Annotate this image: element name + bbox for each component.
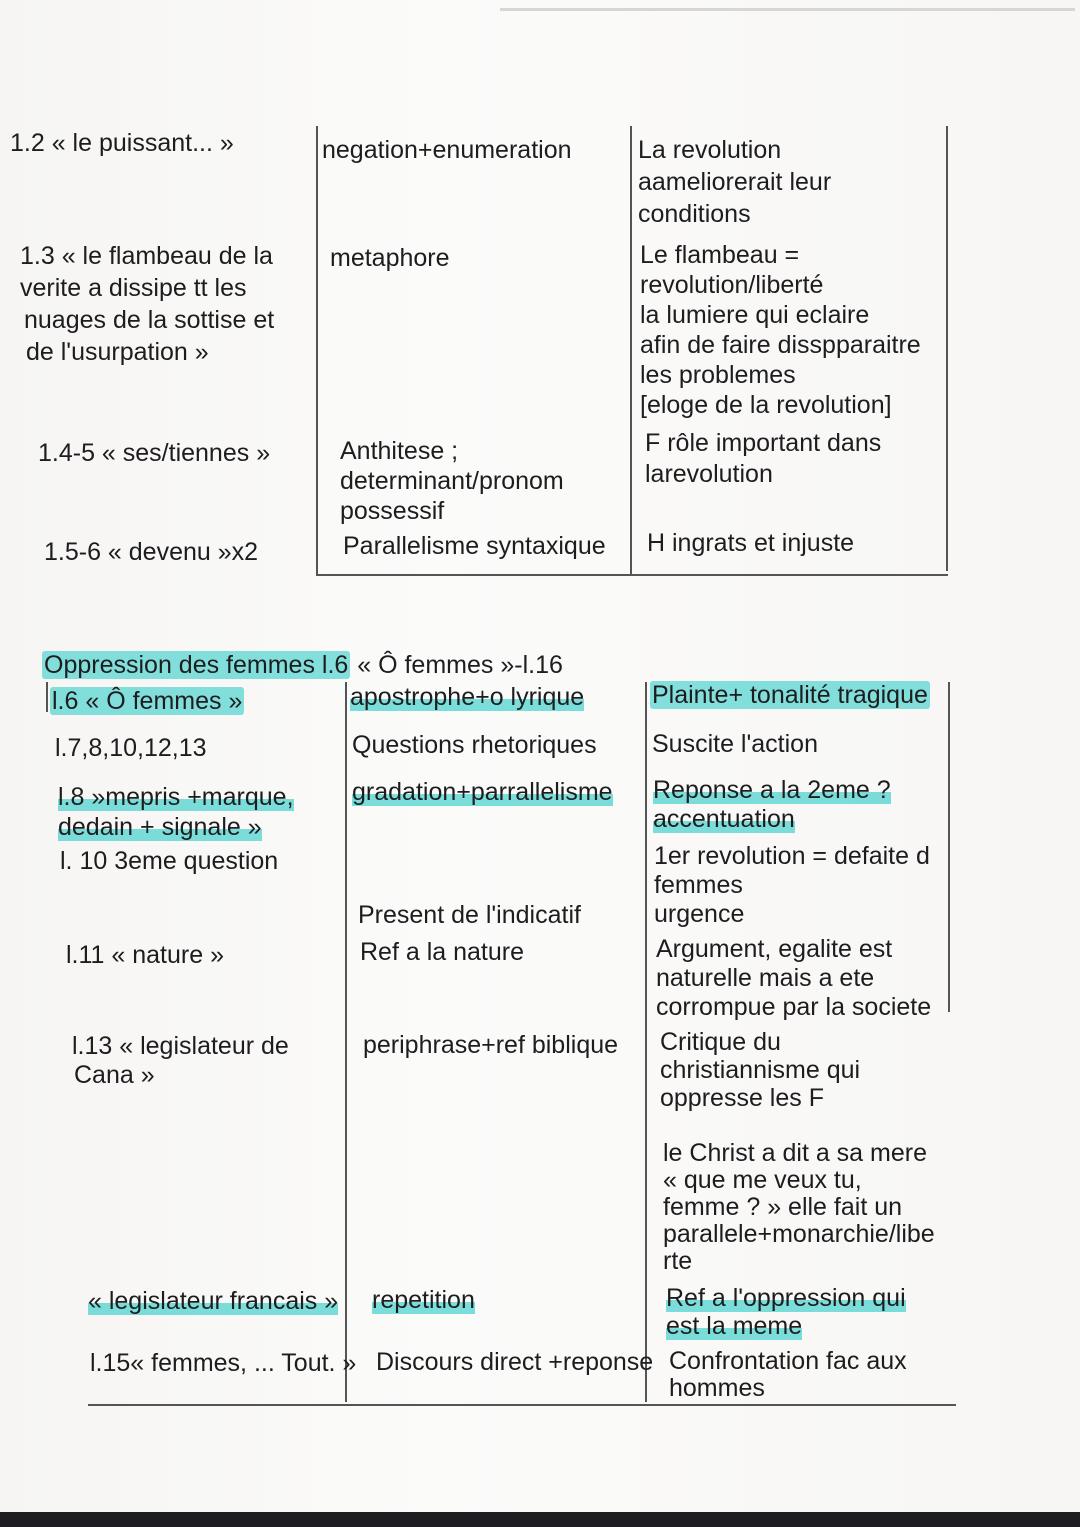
page-bottom-edge (0, 1512, 1080, 1527)
table-row-effect: Argument, egalite est naturelle mais a ete corrompue par la societe (656, 935, 932, 1021)
table-row-ref: 1.4-5 « ses/tiennes » (38, 439, 271, 467)
table-row-ref: l.6 « Ô femmes » (52, 687, 243, 715)
table-divider (645, 682, 647, 1402)
table-row-figure: negation+enumeration (322, 136, 572, 164)
table-divider (946, 126, 948, 571)
table-row-ref: 1.5-6 « devenu »x2 (44, 538, 259, 566)
table-row-figure: Parallelisme syntaxique (343, 532, 606, 560)
table-row-figure: Questions rhetoriques (352, 731, 597, 759)
table-row-effect: Critique du christiannisme qui oppresse les F (660, 1028, 861, 1112)
table-row-effect: Suscite l'action (652, 730, 818, 758)
table-row-figure: Discours direct +reponse (376, 1348, 654, 1376)
table-row-ref: l.13 « legislateur de Cana » (72, 1032, 289, 1089)
table-row-ref: l. 10 3eme question (60, 847, 279, 875)
table-row-ref: l.7,8,10,12,13 (55, 734, 207, 762)
table-row-figure: repetition (372, 1286, 475, 1314)
table-divider (88, 1404, 956, 1406)
table-row-ref: 1.2 « le puissant... » (10, 129, 234, 157)
table-row-effect: H ingrats et injuste (647, 529, 855, 557)
table-row-figure: Ref a la nature (360, 938, 524, 966)
table-row-figure: periphrase+ref biblique (363, 1031, 619, 1059)
table-divider (345, 682, 347, 1402)
table-row-effect: Confrontation fac aux hommes (669, 1347, 907, 1402)
table-divider (316, 574, 948, 576)
table-row-effect: Plainte+ tonalité tragique (652, 681, 928, 709)
table-divider (46, 682, 48, 712)
table-divider (948, 682, 950, 1012)
table-row-ref: 1.3 « le flambeau de la verite a dissipe tt les nuages de la sottise et de l'usurpation » (20, 242, 275, 366)
table-divider (316, 126, 318, 576)
table-row-effect: Reponse a la 2eme ? accentuation (653, 776, 891, 833)
table-row-figure: Present de l'indicatif (358, 901, 581, 929)
table-row-figure: metaphore (330, 244, 450, 272)
table-row-figure: gradation+parrallelisme (352, 778, 613, 806)
table-row-effect: Le flambeau = revolution/liberté la lumiere qui eclaire afin de faire disspparaitre les problemes [eloge de la revolution] (640, 241, 921, 419)
table-row-effect: le Christ a dit a sa mere « que me veux tu, femme ? » elle fait un parallele+monarchie/libe rte (663, 1139, 935, 1275)
section-title-rest: « Ô femmes »-l.16 (350, 651, 563, 679)
section-title (42, 650, 563, 680)
page-edge-line (500, 8, 1075, 11)
table-row-figure: Anthitese ; determinant/pronom possessif (340, 437, 564, 525)
table-divider (630, 126, 632, 576)
table-row-ref: « legislateur francais » (88, 1287, 339, 1315)
table-row-effect: La revolution aameliorerait leur conditions (638, 136, 832, 228)
table-row-ref: l.15« femmes, ... Tout. » (90, 1349, 357, 1377)
table-row-ref: l.11 « nature » (66, 941, 224, 969)
table-row-figure: apostrophe+o lyrique (350, 683, 585, 711)
table-row-effect: F rôle important dans larevolution (645, 429, 882, 488)
table-row-effect: Ref a l'oppression qui est la meme (666, 1284, 906, 1340)
table-row-ref: l.8 »mepris +marque, dedain + signale » (58, 783, 294, 841)
section-title-highlight: Oppression des femmes l.6 (44, 651, 349, 679)
table-row-effect: 1er revolution = defaite d femmes urgence (654, 842, 930, 928)
